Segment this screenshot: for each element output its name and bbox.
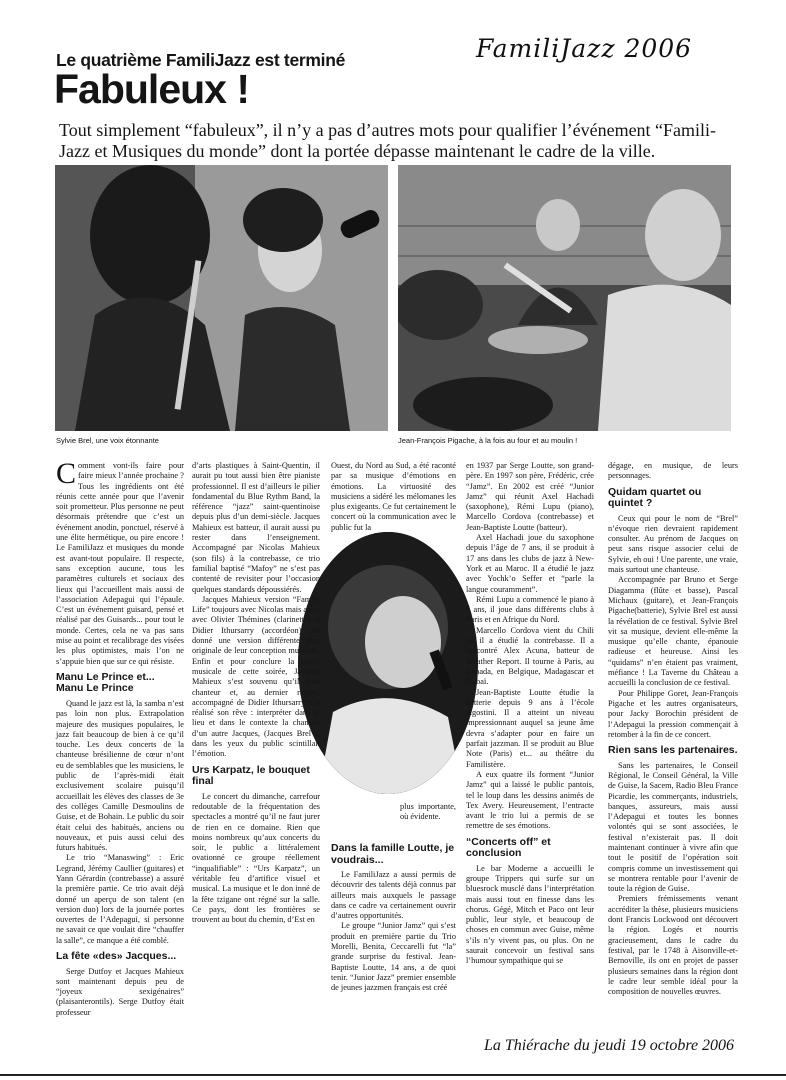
footer-rule xyxy=(0,1074,786,1076)
paragraph: Le bar Moderne a accueilli le groupe Trippers qui surfe sur un bluesrock musclé dans l’interprétation mais aussi tout en finesse dans les chorus. Gégé, Mitch et Paco ont leur public, leur style, et beaucoup de choses en commun avec Guise, même s’ils n’y vivent pas, ou plus. On ne saurait concevoir un festival sans l’humour sympathique qui se xyxy=(466,863,594,966)
paragraph: Le concert du dimanche, carrefour redoutable de la fréquentation des spectacles a montré qu’il ne faut jurer de rien en ce domaine. Rien que moins nombreux qu’aux concerts du soir, le public a littéralement ovationné ce groupe réellement “inqualifiable” : “Urs Karpatz”, un véritable feu d’artifice visuel et musical. La musique et le don inné de la fête tzigane ont régné sur la salle. Ce pays, dont les frontières se trouvent au bout du chemin, d’Est en xyxy=(192,791,320,925)
subheading: Urs Karpatz, le bouquet final xyxy=(192,763,310,788)
article-column-3 xyxy=(331,461,456,533)
subheading: Manu Le Prince et... Manu Le Prince xyxy=(56,670,155,695)
paragraph: A eux quatre ils forment “Junior Jamz” qui a laissé le public pantois, tel le loup dans les dessins animés de Tex Avery. Heureusement, l’entracte avant le trio lui a permis de se remettre de ses émotions. xyxy=(466,769,594,831)
photo-caption-right: Jean-François Pigache, à la fois au four et au moulin ! xyxy=(398,436,578,445)
article-column-3-lower xyxy=(331,838,456,994)
handwritten-annotation: FamiliJazz 2006 xyxy=(476,34,693,63)
paragraph: Le FamiliJazz a aussi permis de découvrir des talents déjà connus par ailleurs mais auxquels le passage dans ce cadre va certainement ouvrir d’autres opportunités. xyxy=(331,870,456,921)
article-column-1 xyxy=(56,457,184,1018)
paragraph: Axel Hachadi joue du saxophone depuis l’âge de 7 ans, il se produit à 17 ans dans les clubs de jazz à New-York et au Maroc. Il a étudié le jazz avec Yochk’o Seffer et “parle la langue couramment”. xyxy=(466,533,594,594)
publication-footer: La Thiérache du jeudi 19 octobre 2006 xyxy=(484,1037,735,1054)
paragraph: Serge Dutfoy et Jacques Mahieux sont maintenant depuis peu de “joyeux sexigénaires” (plaisanterontils). Serge Dutfoy était professeur xyxy=(56,966,184,1017)
paragraph: omment vont-ils faire pour faire mieux l’année prochaine ? Tous les ingrédients ont été réunis cette année pour que l’avenir soit prometteur. Plus personne ne peut désormais prétendre que c’est un événement anodin, ponctuel, réservé à une élite hermétique, ou pire encore ! Le FamiliJazz et musiques du monde est avant-tout populaire. Il respecte, sans exception aucune, tous les paramètres culturels et sociaux des lieux qui l’accueillent mais aussi de l’association Adepagui qui l’épaule. C’est un événement guisard, pensé et réalisé par des Guisards... pour tout le monde. Certes, cela ne va pas sans mise au point et recalibrage des visées les plus optimistes, mais l’on ne s’appuie bien que sur ce qui résiste. xyxy=(56,461,184,666)
paragraph: Pour Philippe Goret, Jean-François Pigache et les autres organisateurs, pour Jacky Borochin président de l’Adepagui la pression commençait à retomber à la fin de ce concert. xyxy=(608,688,738,739)
article-column-5 xyxy=(608,461,738,997)
paragraph: Accompagnée par Bruno et Serge Diagamma (flûte et basse), Pascal Michaux (guitare), et Jean-François Pigache(batterie), Sylvie Brel est aussi la révélation de ce festival. Sylvie Brel vit sa musique, devient elle-même la musique qu’elle chante, épanouie radieuse et heureuse. Ainsi les “quidams” n’en étaient pas vraiment, méfiance ! La Taverne du Château a accueilli la conclusion de ce festival. xyxy=(608,575,738,688)
paragraph: Ceux qui pour le nom de “Brel” n’évoque rien devraient rapidement consulter. Au prénom de Jacques on peut sans risque associer celui de Sylvie, eh oui ! Une parente, une vraie, mais surtout une chanteuse. xyxy=(608,513,738,575)
article-column-2 xyxy=(192,461,320,925)
photo-center-singer xyxy=(298,532,478,794)
chapo: Tout simplement “fabuleux”, il n’y a pas d’autres mots pour qualifier l’événement “Famili-Jazz et Musiques du monde” dont la portée dépasse maintenant le cadre de la ville. xyxy=(59,120,717,161)
paragraph: Premiers frémissements venant accréditer la thèse, plusieurs musiciens dont Francis Lockwood ont découvert la région. Logés et nourris gracieusement, dans le cadre du festival, par le 1748 à Aisonville-et-Bernoville, ils ont en projet de passer plusieurs semaines dans la région dont le cadre leur semble idéal pour la composition de nouvelles œuvres. xyxy=(608,894,738,997)
subheading: La fête «des» Jacques... xyxy=(56,950,177,963)
paragraph: Le groupe “Junior Jamz” qui s’est produit en première partie du Trio Morelli, Benita, Ceccarelli fut “la” grande surprise du festival. Jean-Baptiste Loutte, 14 ans, a de quoi tenir. “Junior Jazz” premier ensemble de jeunes jazzmen français est créé xyxy=(331,921,456,993)
paragraph: plus importante, où évidente. xyxy=(400,802,456,822)
paragraph: dégage, en musique, de leurs personnages. xyxy=(608,461,738,481)
paragraph: Quand le jazz est là, la samba n’est pas loin non plus. Extrapolation majeure des musiques populaires, le jazz fait beaucoup de bien à ce qu’il touche. Les deux concerts de la chanteuse brésilienne de cœur n’ont eu de semblables que les musiciens, le public de l’après-midi était exclusivement scolaire puisqu’il accueillait les élèves des classes de 3e des collèges Camille Desmoulins de Guise, et de Bohain. Le public du soir était celui des habitués, anciens ou nouveaux, et puis aussi celui des futurs habitués. xyxy=(56,698,184,853)
article-column-4 xyxy=(466,461,594,967)
headline: Fabuleux ! xyxy=(54,66,250,112)
subheading: Quidam quartet ou quintet ? xyxy=(608,485,702,510)
paragraph: Sans les partenaires, le Conseil Régional, le Conseil Général, la Ville de Guise, la Sacem, Radio Bleu France Picardie, les commerçants, industriels, banques, assureurs, mais aussi l’Adepagui et toutes les bonnes volontés qui se sont associées, le festival n’existerait pas. Il doit maintenant continuer à vivre afin que tout le positif de l’opération soit compris comme un investissement qui se montrera rentable pour l’avenir de toute la région de Guise. xyxy=(608,760,738,894)
paragraph: Marcello Cordova vient du Chili où il a étudié la contrebasse. Il a rencontré Alex Acuna, batteur de Weather Report. Il tourne à Paris, au Canada, en Belgique, Madagascar et Dubaï. xyxy=(466,625,594,687)
subheading: Rien sans les partenaires. xyxy=(608,744,738,757)
paragraph: Rémi Lupu a commencé le piano à 6 ans, il joue dans différents clubs à Paris et en Afrique du Nord. xyxy=(466,594,594,625)
paragraph: d’arts plastiques à Saint-Quentin, il aurait pu tout aussi bien être pianiste professionnel. Il est d’ailleurs le pilier fondamental du Blue Rythm Band, la référence “jazz” saint-quentinoise depuis plus d’un demi-siècle. Jacques Mahieux est batteur, il aurait aussi pu rester dans l’enseignement. Accompagné par Nicolas Mahieux (son fils) à la contrebasse, ce trio familial baptisé “Mafoy” ne s’est pas contenté de revisiter pour l’occasion quelques standards dépoussiérés. xyxy=(192,461,320,594)
drop-cap: C xyxy=(56,457,77,490)
paragraph: Jean-Baptiste Loutte étudie la batterie depuis 9 ans à l’école Agostini. Il a atteint un niveau impressionnant auquel sa jeune âme devra s’adapter pour en faire un parfait jazzman. Il se produit au Blue Note (Paris) et... au théâtre du Familistère. xyxy=(466,687,594,769)
paragraph: Le trio “Manaswing” : Eric Legrand, Jérémy Caullier (guitares) et Yann Gérardin (contrebasse) a assuré la première partie. Ce trio avait déjà donné un aperçu de son talent (en version duo) lors de la journée portes ouvertes de l’Adepagui, si personne ne savait ce que voulait dire “chauffer la salle”, ce manque a été comblé. xyxy=(56,853,184,945)
paragraph: en 1937 par Serge Loutte, son grand-père. En 1997 son père, Frédéric, crée “Jamz”. En 2002 est créé “Junior Jamz” qui réunit Axel Hachadi (saxophone), Rémi Lupu (piano), Marcello Cordova (contrebasse) et Jean-Baptiste Loutte (batteur). xyxy=(466,461,594,532)
article-column-3-wrap xyxy=(400,802,456,823)
paragraph: Ouest, du Nord au Sud, a été raconté par sa musique d’émotions en émotions. La virtuosité des musiciens a sidéré les mélomanes les plus exigeants. Ce fut certainement le concert où la communication avec le public fut la xyxy=(331,461,456,532)
photo-sylvie-brel xyxy=(55,165,388,431)
paragraph: Jacques Mahieux version “Family Life” toujours avec Nicolas mais aussi avec Olivier Thémines (clarinette) et Didier Ithursarry (accordéon) ont donné une version différente plus originale de leur conception musicale. Enfin et pour conclure la partie musicale de cette soirée, Jacques Mahieux s’est souvenu qu’il était chanteur et, au dernier rappel, accompagné de Didier Ithursarry il a réalisé son rêve : interpréter dans le lieu et dans le contexte la chanson d’un autre Jacques, (Jacques Brel ), dans les yeux du public scintillait l’émotion. xyxy=(192,594,320,759)
photo-caption-left: Sylvie Brel, une voix étonnante xyxy=(56,436,159,445)
subheading: Dans la famille Loutte, je voudrais... xyxy=(331,842,455,866)
subheading: “Concerts off” et conclusion xyxy=(466,835,551,860)
photo-jean-francois-pigache xyxy=(398,165,731,431)
overline: Le quatrième FamiliJazz est terminé xyxy=(56,50,346,70)
